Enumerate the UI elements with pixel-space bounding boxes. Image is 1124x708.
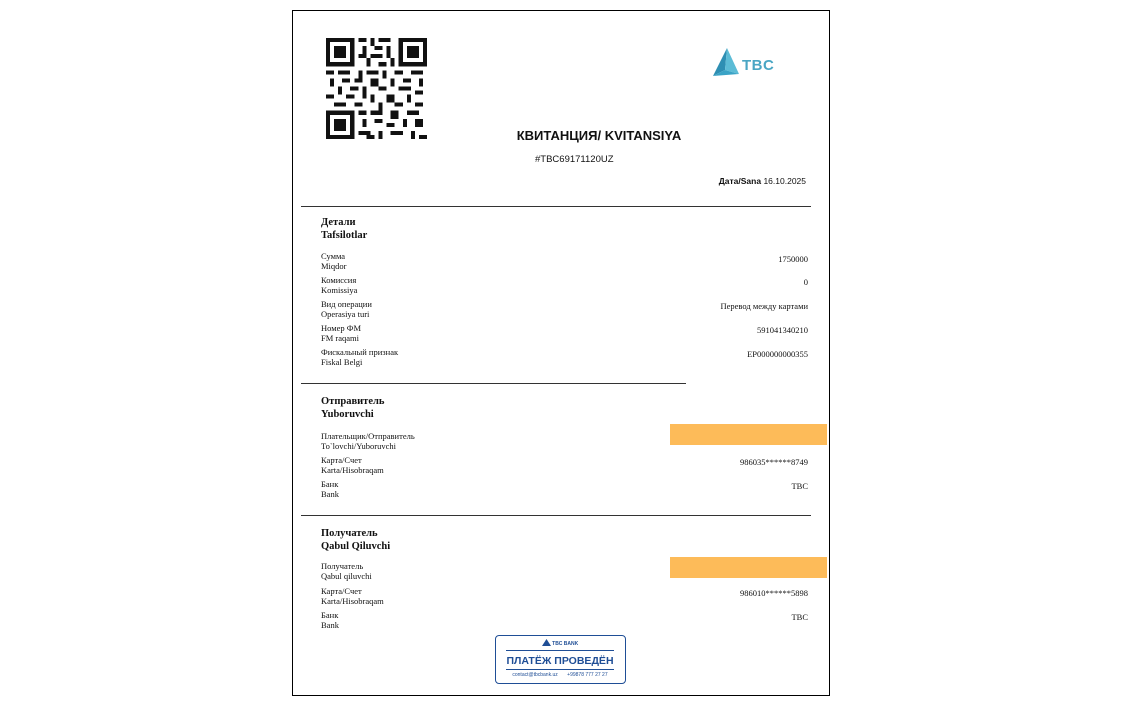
stamp-phone: +99878 777 27 27 [567, 672, 608, 678]
date-value: 16.10.2025 [763, 176, 806, 186]
receiver-redaction [670, 557, 827, 578]
payment-stamp [495, 635, 626, 684]
receipt-page [292, 10, 830, 696]
amount-label: Сумма Miqdor [321, 251, 347, 271]
stamp-email: contact@tbcbank.uz [512, 672, 558, 678]
receiver-card-value: 986010******5898 [740, 588, 808, 598]
receiver-title: Получатель Qabul Qiluvchi [321, 528, 391, 552]
stamp-divider [506, 650, 614, 651]
fiscal-sign-label: Фискальный признак Fiskal Belgi [321, 347, 399, 367]
amount-value: 1750000 [778, 254, 808, 264]
divider [301, 383, 686, 384]
brand-name: TBC [742, 57, 775, 74]
sender-card-value: 986035******8749 [740, 457, 808, 467]
receiver-card-label: Карта/Счет Karta/Hisobraqam [321, 586, 384, 606]
stamp-divider [506, 669, 614, 670]
operation-type-value: Перевод между картами [720, 301, 808, 311]
divider [301, 206, 811, 207]
receipt-title: КВИТАНЦИЯ/ KVITANSIYA [516, 128, 682, 143]
receiver-bank-value: TBC [791, 612, 808, 622]
sender-bank-value: TBC [791, 481, 808, 491]
sender-card-label: Карта/Счет Karta/Hisobraqam [321, 455, 384, 475]
commission-label: Комиссия Komissiya [321, 275, 358, 295]
payer-label: Плательщик/Отправитель To`lovchi/Yuboruvchi [321, 431, 415, 451]
receiver-bank-label: Банк Bank [321, 610, 339, 630]
stamp-status: ПЛАТЁЖ ПРОВЕДЁН [506, 655, 614, 667]
stamp-bank: TBC BANK [496, 639, 624, 647]
commission-value: 0 [803, 277, 808, 287]
fm-number-value: 591041340210 [757, 325, 808, 335]
stamp-logo-icon [542, 639, 551, 646]
sender-title: Отправитель Yuboruvchi [321, 396, 385, 420]
operation-type-label: Вид операции Operasiya turi [321, 299, 372, 319]
date-label: Дата/Sana [718, 176, 762, 186]
stamp-contacts [496, 672, 624, 678]
fiscal-sign-value: EP000000000355 [747, 349, 808, 359]
sender-bank-label: Банк Bank [321, 479, 339, 499]
qr-code-icon [326, 38, 427, 139]
receipt-number: #TBC69171120UZ [535, 154, 614, 165]
receipt-date [719, 176, 806, 186]
fm-number-label: Номер ФМ FM raqami [321, 323, 362, 343]
divider [301, 515, 811, 516]
details-title: Детали Tafsilotlar [321, 217, 368, 241]
receiver-label: Получатель Qabul qiluvchi [321, 561, 372, 581]
payer-redaction [670, 424, 827, 445]
